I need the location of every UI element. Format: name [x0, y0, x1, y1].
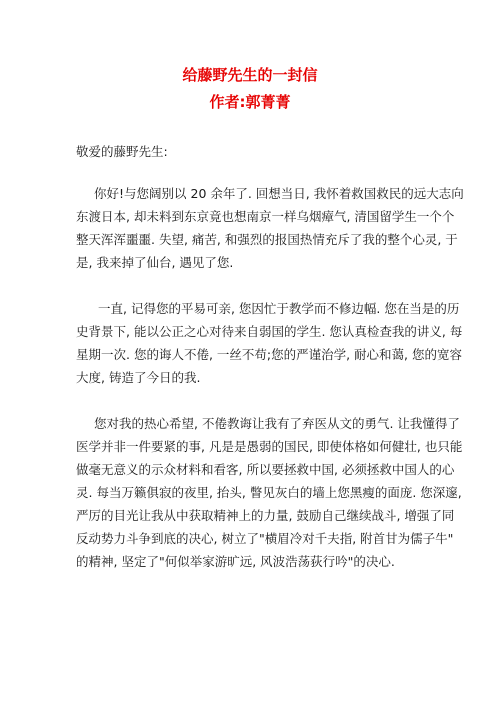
paragraph-line: 做毫无意义的示众材料和看客, 所以要拯救中国, 必须拯救中国人的心 [76, 462, 455, 477]
paragraph-line: 反动势力斗争到底的决心, 树立了"横眉冷对千夫指, 附首甘为儒子牛" [76, 531, 454, 546]
paragraph-line: 你好!与您阔别以 20 余年了. 回想当日, 我怀着救国救民的远大志向 [94, 186, 464, 201]
paragraph-line: 灵. 每当万籁俱寂的夜里, 抬头, 瞥见灰白的墙上您黑瘦的面庞. 您深邃, [76, 485, 462, 500]
paragraph-line: 史背景下, 能以公正之心对待来自弱国的学生. 您认真检查我的讲义, 每 [76, 324, 463, 339]
paragraph-line: 一直, 记得您的平易可亲, 您因忙于教学而不修边幅. 您在当是的历 [98, 301, 460, 316]
paragraph-1 [76, 182, 464, 274]
paragraph-3 [76, 412, 463, 573]
salutation: 敬爱的藤野先生: [76, 144, 168, 159]
paragraph-2 [76, 297, 463, 389]
paragraph-line: 的精神, 坚定了"何似举家游旷远, 风波浩荡荻行吟"的决心. [76, 554, 395, 569]
letter-author: 作者:郭菁菁 [209, 93, 291, 111]
letter-title: 给藤野先生的一封信 [182, 66, 318, 84]
paragraph-line: 整天浑浑噩噩. 失望, 痛苦, 和强烈的报国热情充斥了我的整个心灵, 于 [76, 232, 458, 247]
paragraph-line: 大度, 铸造了今日的我. [76, 370, 201, 385]
paragraph-line: 是, 我来掉了仙台, 遇见了您. [76, 255, 234, 270]
paragraph-line: 您对我的热心希望, 不倦教诲让我有了弃医从文的勇气. 让我懂得了 [94, 416, 460, 431]
paragraph-line: 星期一次. 您的诲人不倦, 一丝不苟;您的严谨治学, 耐心和蔼, 您的宽容 [76, 347, 462, 362]
paragraph-line: 东渡日本, 却未料到东京竟也想南京一样乌烟瘴气, 清国留学生一个个 [76, 209, 455, 224]
paragraph-line: 严厉的目光让我从中获取精神上的力量, 鼓励自己继续战斗, 增强了同 [76, 508, 455, 523]
paragraph-line: 医学并非一件要紧的事, 凡是是愚弱的国民, 即使体格如何健壮, 也只能 [76, 439, 463, 454]
